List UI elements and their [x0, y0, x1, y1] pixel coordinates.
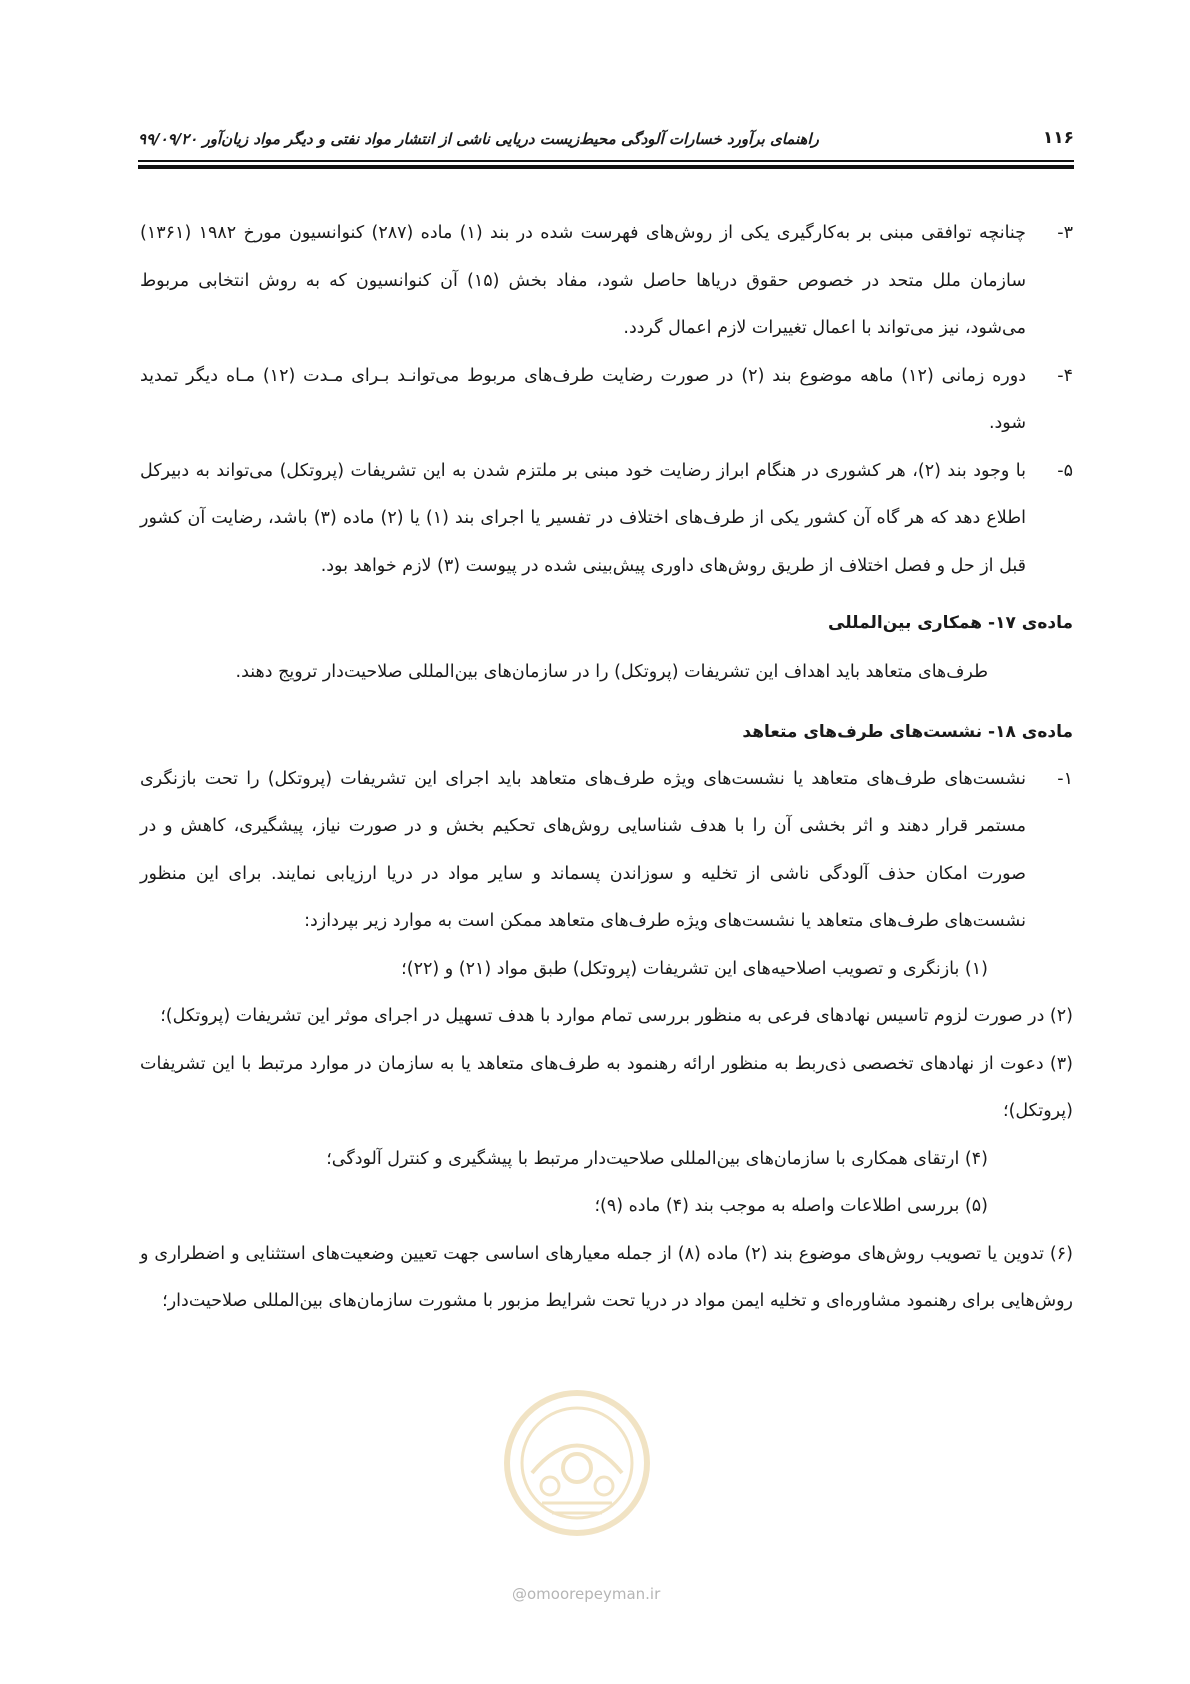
article-18-heading: ماده‌ی ۱۸- نشست‌های طرف‌های متعاهد [742, 721, 1073, 742]
header-rule-thin [138, 160, 1074, 162]
clause-number: ۴- [1057, 365, 1073, 386]
watermark-text: @omoorepeyman.ir [512, 1585, 661, 1603]
running-title: راهنمای برآورد خسارات آلودگی محیط‌زیست دریایی ناشی از انتشار مواد نفتی و دیگر مواد زیان‌آور ۹۹/۰۹/۲۰ [138, 130, 819, 148]
logo-seal-icon [502, 1388, 652, 1538]
article-17-heading: ماده‌ی ۱۷- همکاری بین‌المللی [828, 613, 1073, 633]
sub-item-6: (۶) تدوین یا تصویب روش‌های موضوع بند (۲) ماده (۸) از جمله معیارهای اساسی جهت تعیین وضعیت‌های استثنایی و اضطراری و روش‌هایی برای رهنمود مشاوره‌ای و تخلیه ایمن مواد در دریا تحت شرایط مزبور با مشورت سازمان‌های بین‌المللی صلاحیت‌دار؛ [140, 1243, 1073, 1311]
clause-number: ۳- [1057, 223, 1073, 243]
clause-text: دوره زمانی (۱۲) ماهه موضوع بند (۲) در صورت رضایت طرف‌های مربوط می‌توانـد بـرای مـدت (۱۲) مـاه دیگر تمدید شود. [140, 365, 1027, 433]
header-rule-thick [138, 165, 1074, 169]
clause-text: با وجود بند (۲)، هر کشوری در هنگام ابراز رضایت خود مبنی بر ملتزم شدن به این تشریفات (پروتکل) می‌تواند به دبیرکل اطلاع دهد که هر گاه آن کشور یکی از طرف‌های اختلاف در تفسیر یا اجرای بند (۱) یا (۲) ماده (۳) باشد، رضایت آن کشور قبل از حل و فصل اختلاف از طریق روش‌های داوری پیش‌بینی شده در پیوست (۳) لازم خواهد بود. [140, 460, 1027, 576]
clause-3 [140, 210, 1073, 353]
sub-item-3: (۳) دعوت از نهادهای تخصصی ذی‌ربط به منظور ارائه رهنمود به طرف‌های متعاهد یا به سازمان در موارد مرتبط با این تشریفات (پروتکل)؛ [140, 1053, 1073, 1121]
clause-number: ۵- [1057, 460, 1073, 481]
clause-text: چنانچه توافقی مبنی بر به‌کارگیری یکی از روش‌های فهرست شده در بند (۱) ماده (۲۸۷) کنوانسیون مورخ ۱۹۸۲ (۱۳۶۱) سازمان ملل متحد در خصوص حقوق دریاها حاصل شود، مفاد بخش (۱۵) آن کنوانسیون که به روش انتخابی مربوط می‌شود، نیز می‌تواند با اعمال تغییرات لازم اعمال گردد. [140, 223, 1026, 338]
clause-text: نشست‌های طرف‌های متعاهد یا نشست‌های ویژه طرف‌های متعاهد باید اجرای این تشریفات (پروتکل) را تحت بازنگری مستمر قرار دهند و اثر بخشی آن را با هدف شناسایی روش‌های تحکیم بخش و در صورت نیاز، پیشگیری، کاهش و در صورت امکان حذف آلودگی ناشی از تخلیه و سوزاندن پسماند و سایر مواد در دریا ارزیابی نمایند. برای این منظور نشست‌های طرف‌های متعاهد یا نشست‌های ویژه طرف‌های متعاهد ممکن است به موارد زیر بپردازد: [140, 768, 1026, 931]
page-header [138, 128, 1074, 156]
clause-number: ۱- [1057, 768, 1073, 789]
clause-4 [140, 353, 1073, 448]
sub-item-2: (۲) در صورت لزوم تاسیس نهادهای فرعی به منظور بررسی تمام موارد با هدف تسهیل در اجرای موثر این تشریفات (پروتکل)؛ [160, 1006, 1073, 1026]
sub-item-5: (۵) بررسی اطلاعات واصله به موجب بند (۴) ماده (۹)؛ [594, 1196, 988, 1216]
clause-5 [140, 448, 1073, 591]
sub-item-4: (۴) ارتقای همکاری با سازمان‌های بین‌المللی صلاحیت‌دار مرتبط با پیشگیری و کنترل آلودگی؛ [326, 1148, 988, 1169]
page-body [140, 210, 1073, 1326]
page-number: ۱۱۶ [1042, 128, 1074, 148]
sub-item-1: (۱) بازنگری و تصویب اصلاحیه‌های این تشریفات (پروتکل) طبق مواد (۲۱) و (۲۲)؛ [401, 958, 988, 979]
article-18-clause-1 [140, 756, 1073, 946]
article-17-text: طرف‌های متعاهد باید اهداف این تشریفات (پروتکل) را در سازمان‌های بین‌المللی صلاحیت‌دار ترویج دهند. [235, 662, 988, 682]
